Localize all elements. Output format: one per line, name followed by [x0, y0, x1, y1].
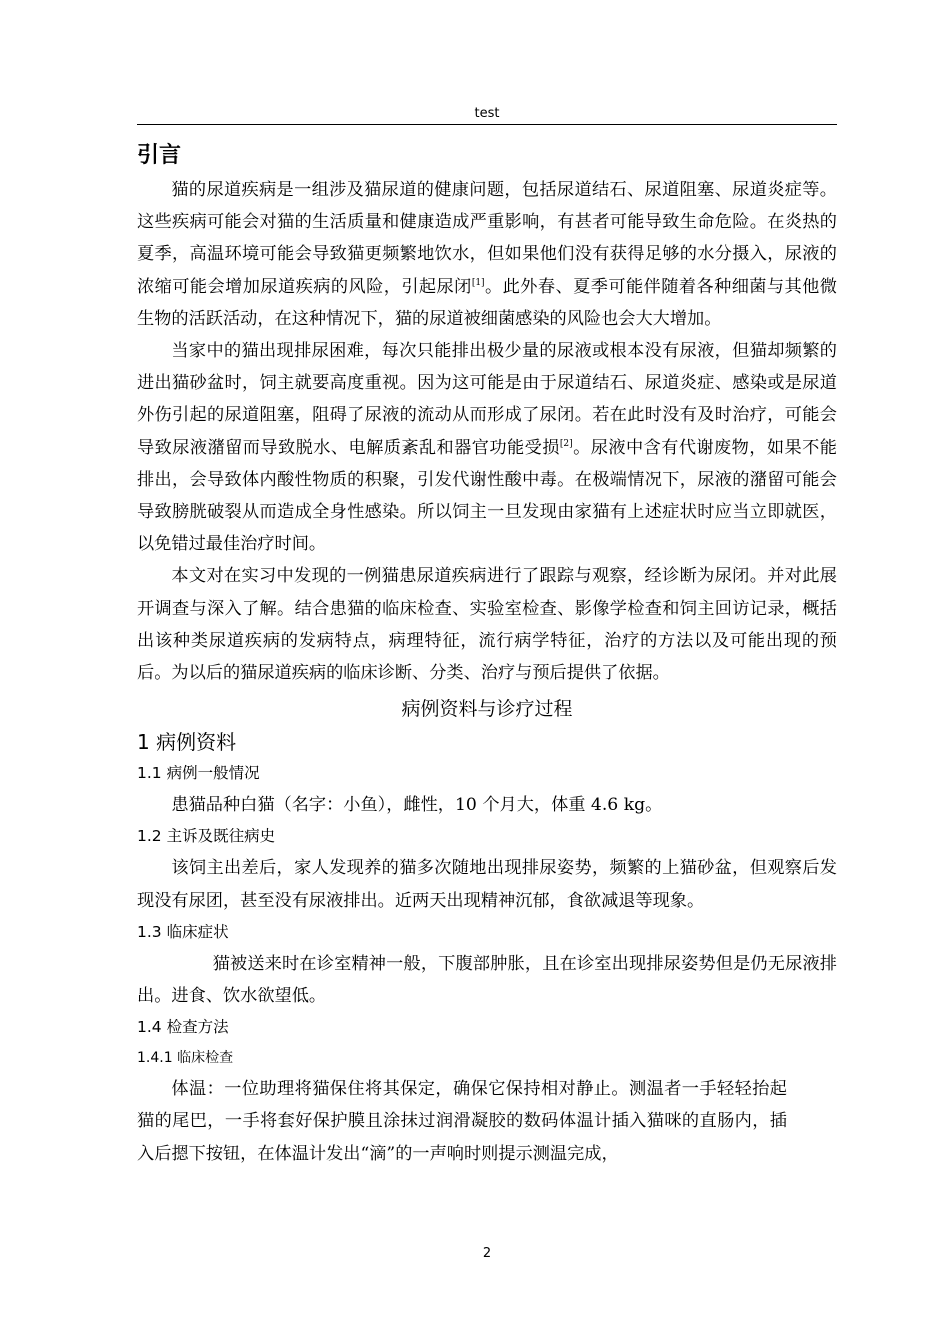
intro-paragraph-3: 本文对在实习中发现的一例猫患尿道疾病进行了跟踪与观察，经诊断为尿闭。并对此展开调查与深入了解。结合患猫的临床检查、实验室检查、影像学检查和饲主回访记录，概括出该种类尿道疾病的发病特点，病理特征，流行病学特征，治疗的方法以及可能出现的预后。为以后的猫尿道疾病的临床诊断、分类、治疗与预后提供了依据。: [137, 566, 837, 684]
intro-p2-text-a: 当家中的猫出现排尿困难，每次只能排出极少量的尿液或根本没有尿液，但猫却频繁的进出猫砂盆时，饲主就要高度重视。因为这可能是由于尿道结石、尿道炎症、感染或是尿道外伤引起的尿道阻塞，阻碍了尿液的流动从而形成了尿闭。若在此时没有及时治疗，可能会导致尿液潴留而导致脱水、电解质紊乱和器官功能受损: [137, 341, 837, 458]
section-1-4-1-heading: 1.4.1 临床检查: [137, 1050, 234, 1067]
citation-1: [1]: [471, 277, 485, 288]
citation-2: [2]: [559, 438, 573, 449]
section-1-3-heading: 1.3 临床症状: [137, 922, 229, 941]
page-header: test: [474, 106, 500, 121]
intro-heading: 引言: [137, 143, 182, 168]
section-1-3-text: 猫被送来时在诊室精神一般，下腹部肿胀，且在诊室出现排尿姿势但是仍无尿液排出。进食、饮水欲望低。: [137, 953, 837, 1007]
chapter-title: 病例资料与诊疗过程: [401, 698, 573, 721]
section-1-2-text: 该饲主出差后，家人发现养的猫多次随地出现排尿姿势，频繁的上猫砂盆，但观察后发现没有尿团，甚至没有尿液排出。近两天出现精神沉郁，食欲减退等现象。: [137, 858, 837, 911]
section-1-4-heading: 1.4 检查方法: [137, 1018, 229, 1037]
header-rule: [137, 124, 837, 125]
intro-p1-text-a: 猫的尿道疾病是一组涉及猫尿道的健康问题，包括尿道结石、尿道阻塞、尿道炎症等。这些疾病可能会对猫的生活质量和健康造成严重影响，有甚者可能导致生命危险。在炎热的夏季，高温环境可能会导致猫更频繁地饮水，但如果他们没有获得足够的水分摄入，尿液的浓缩可能会增加尿道疾病的风险，引起尿闭: [137, 180, 837, 297]
intro-paragraph-2: [137, 335, 837, 560]
page-number: 2: [482, 1246, 492, 1261]
section-1-4-1-text: 体温：一位助理将猫保住将其保定，确保它保持相对静止。测温者一手轻轻抬起猫的尾巴，一手将套好保护膜且涂抹过润滑凝胶的数码体温计插入猫咪的直肠内，插入后摁下按钮，在体温计发出“滴”的一声响时则提示测温完成，: [137, 1079, 787, 1164]
section-1-1-text: 患猫品种白猫（名字：小鱼），雌性，10 个月大，体重 4.6 kg。: [171, 795, 663, 816]
intro-p1-text-b: 。此外春、夏季可能伴随着各种细菌与其他微生物的活跃活动，在这种情况下，猫的尿道被细菌感染的风险也会大大增加。: [137, 276, 837, 329]
intro-p2-text-b: 。尿液中含有代谢废物，如果不能排出，会导致体内酸性物质的积聚，引发代谢性酸中毒。在极端情况下，尿液的潴留可能会导致膀胱破裂从而造成全身性感染。所以饲主一旦发现由家猫有上述症状时应当立即就医，以免错过最佳治疗时间。: [137, 437, 837, 555]
page-content: [137, 140, 837, 1170]
intro-paragraph-1: [137, 174, 837, 335]
section-1-heading: 1 病例资料: [137, 730, 237, 755]
section-1-2-heading: 1.2 主诉及既往病史: [137, 827, 276, 846]
section-1-1-heading: 1.1 病例一般情况: [137, 764, 260, 783]
